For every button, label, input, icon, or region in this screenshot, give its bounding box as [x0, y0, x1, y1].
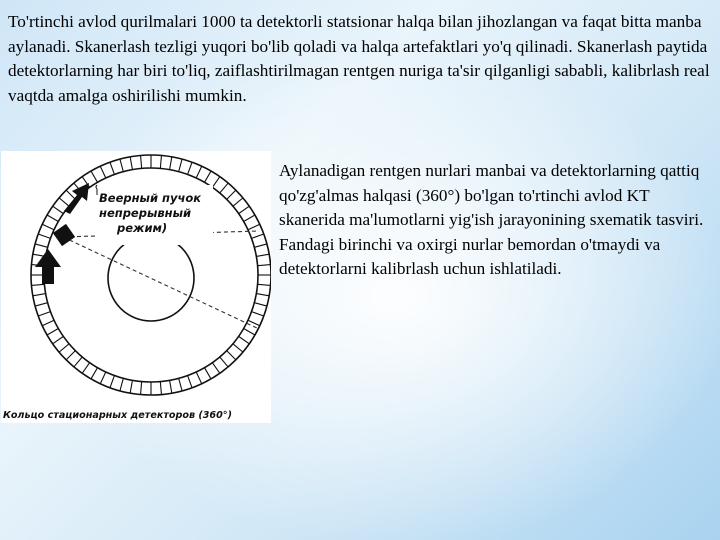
detector-tick [130, 157, 132, 170]
detector-tick [59, 344, 69, 352]
detector-tick [227, 190, 236, 199]
detector-tick [47, 215, 58, 222]
detector-tick [35, 244, 48, 247]
detector-tick [38, 312, 50, 316]
detector-tick [256, 294, 269, 296]
detector-tick [239, 206, 250, 213]
detector-tick [33, 294, 46, 296]
detector-tick [258, 284, 271, 285]
detector-tick [196, 166, 201, 178]
detector-tick [252, 234, 264, 238]
detector-tick [205, 171, 212, 182]
detector-tick [91, 368, 98, 379]
detector-tick [130, 380, 132, 393]
detector-tick [100, 372, 105, 384]
detector-tick [170, 157, 172, 170]
detector-tick [170, 380, 172, 393]
fan-beam-label-box [95, 185, 213, 245]
detector-tick [82, 363, 89, 374]
intro-paragraph: To'rtinchi avlod qurilmalari 1000 ta detektorli statsionar halqa bilan jihozlangan va faqat bitta manba aylanadi. Skanerlash tezligi yuqori bo'lib qoladi va halqa artefaktlari yo'q qilinadi. Skanerlash paytida detektorlarning har biri to'liq, zaiflashtirilmagan rentgen nuriga ta'sir qilganligi sababli, kalibrlash real vaqtda amalga oshirilishi mumkin. [8, 12, 710, 105]
detector-tick [42, 224, 54, 229]
detector-tick [66, 351, 75, 360]
detector-tick [110, 162, 114, 174]
fan-beam-label-line3: режим) [117, 221, 168, 235]
detector-tick [141, 155, 142, 168]
fan-beam-label-line1: Веерный пучок [99, 191, 202, 205]
detector-tick [258, 265, 271, 266]
detector-tick [35, 303, 48, 306]
detector-ring-label: Кольцо стационарных детекторов (360°) [3, 410, 232, 421]
detector-tick [100, 166, 105, 178]
detector-tick [244, 329, 255, 336]
detector-tick [252, 312, 264, 316]
detector-tick [59, 198, 69, 206]
detector-tick [227, 351, 236, 360]
detector-tick [239, 336, 250, 343]
detector-tick [248, 224, 260, 229]
detector-tick [220, 183, 228, 193]
detector-tick [91, 171, 98, 182]
detector-tick [212, 177, 219, 188]
detector-tick [53, 336, 64, 343]
detector-tick [141, 382, 142, 395]
detector-tick [188, 162, 192, 174]
detector-tick [53, 206, 64, 213]
fan-beam-label-line2: непрерывный [99, 206, 192, 220]
detector-tick [188, 376, 192, 388]
detector-tick [233, 344, 243, 352]
fan-beam-lines [63, 231, 259, 329]
x-ray-source [53, 224, 75, 246]
detector-tick [38, 234, 50, 238]
detector-tick [254, 244, 267, 247]
ct-scanner-diagram [1, 151, 271, 423]
detector-tick [74, 357, 82, 367]
detector-tick [179, 159, 182, 172]
detector-tick [205, 368, 212, 379]
detector-tick [254, 303, 267, 306]
detector-tick [31, 284, 44, 285]
detector-tick [42, 320, 54, 325]
detector-tick [160, 382, 161, 395]
detector-tick [233, 198, 243, 206]
detector-tick [196, 372, 201, 384]
detector-tick [110, 376, 114, 388]
figure-caption: Aylanadigan rentgen nurlari manbai va detektorlarning qattiq qo'zg'almas halqasi (360°) bo'lgan to'rtinchi avlod KT skanerida ma'lumotlarni yig'ish jarayonining sxematik tasviri. Fandagi birinchi va oxirgi nurlar bemordan o'tmaydi va detektorlarni kalibrlash uchun ishlatiladi. [279, 161, 704, 278]
detector-tick [220, 357, 228, 367]
detector-tick [47, 329, 58, 336]
detector-tick [160, 155, 161, 168]
detector-tick [212, 363, 219, 374]
direction-arrow-icon [35, 249, 61, 284]
patient-circle [108, 235, 194, 321]
detector-tick [120, 159, 123, 172]
detector-tick [179, 378, 182, 391]
detector-tick [256, 254, 269, 256]
detector-tick [120, 378, 123, 391]
detector-tick [244, 215, 255, 222]
